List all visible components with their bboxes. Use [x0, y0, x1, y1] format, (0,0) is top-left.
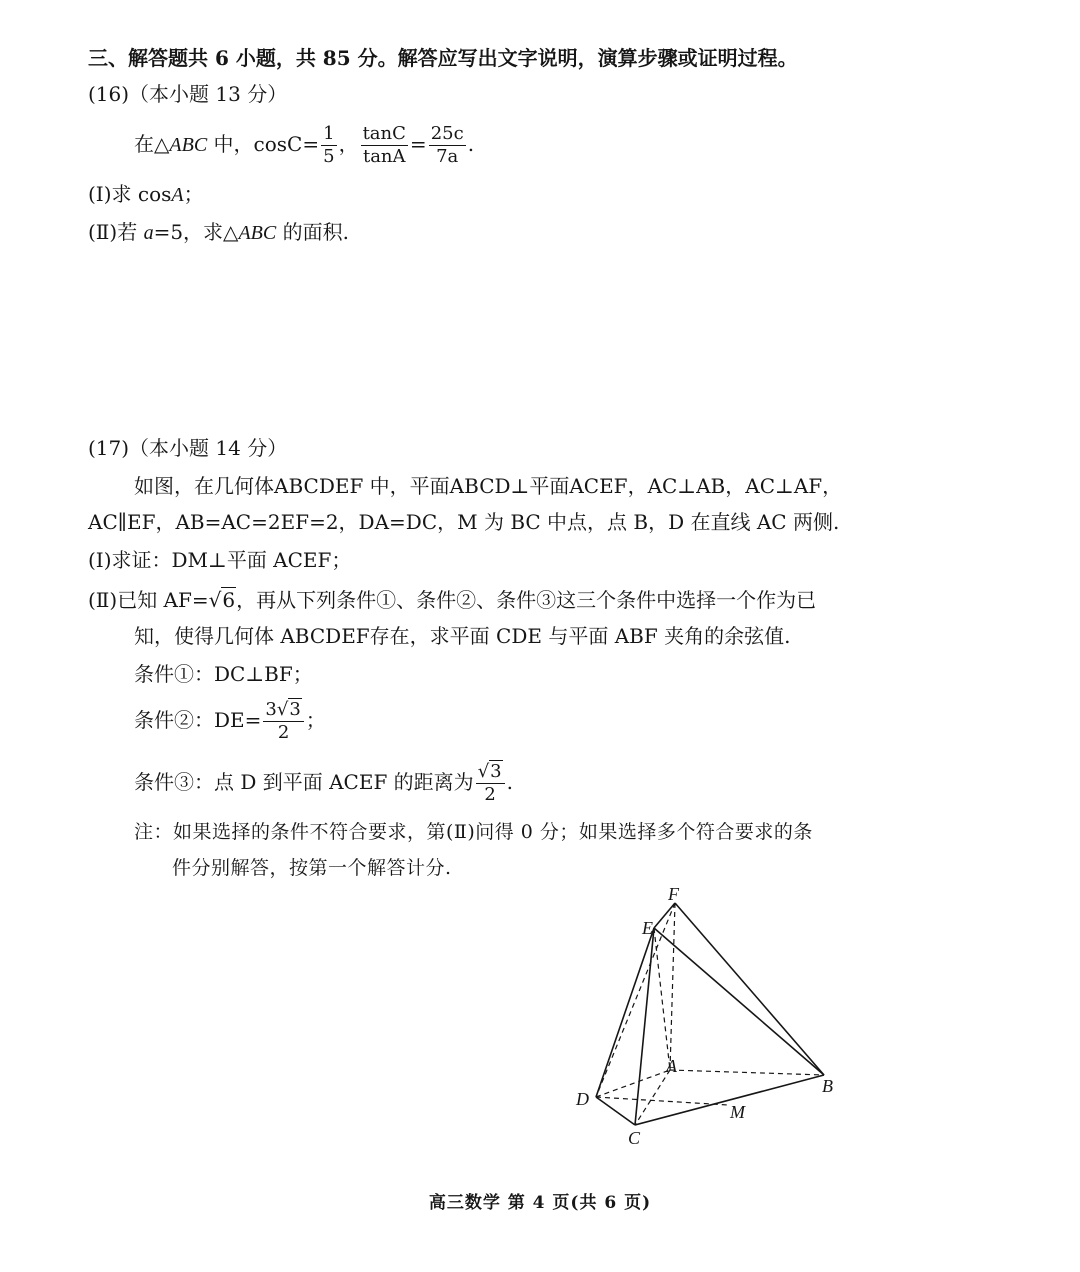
q17-line1: 如图，在几何体ABCDEF 中，平面ABCD⊥平面ACEF，AC⊥AB，AC⊥AF， — [134, 474, 843, 498]
label-C: C — [628, 1128, 641, 1148]
q16-frac-ratio: $\frac{25c}{7a}$ — [430, 123, 464, 167]
q16-stem-eq: = — [302, 132, 320, 156]
geometry-figure — [560, 880, 860, 1160]
q16-part2: (Ⅱ)若 a=5，求△ABC 的面积. — [88, 220, 349, 244]
q16-stem-prefix: 在△ — [134, 132, 170, 156]
label-M: M — [730, 1102, 745, 1122]
q16-frac-cos: $\frac{1}{5}$ — [323, 123, 335, 167]
q16-comma: ， — [338, 132, 359, 156]
label-A: A — [666, 1056, 677, 1076]
q16-part2-var: a — [143, 222, 154, 244]
q17-header: (17)（本小题 14 分） — [88, 436, 288, 460]
q17-line2: AC∥EF，AB=AC=2EF=2，DA=DC，M 为 BC 中点，点 B，D 在直线 AC 两侧. — [88, 510, 840, 534]
q16-part1-var: A — [171, 184, 184, 206]
edge-FB — [675, 903, 824, 1075]
q17-part2: (Ⅱ)已知 AF=√6，再从下列条件①、条件②、条件③这三个条件中选择一个作为已 — [88, 588, 817, 612]
page-footer: 高三数学 第 4 页(共 6 页) — [428, 1193, 652, 1213]
q16-part1: (Ⅰ)求 cosA； — [88, 182, 204, 206]
q17-cond3-frac: $\frac{√3}{2}$ — [476, 761, 505, 806]
q16-part1-label: (Ⅰ) — [88, 182, 112, 206]
figure-hidden-edges — [596, 903, 824, 1125]
q16-header: (16)（本小题 13 分） — [88, 82, 288, 106]
edge-FD — [596, 903, 675, 1097]
q17-cond2: 条件②：DE= $\frac{3√3}{2}$ ； — [134, 699, 326, 743]
q16-period: . — [467, 132, 475, 156]
section-heading: 三、解答题共 6 小题，共 85 分。解答应写出文字说明，演算步骤或证明过程。 — [88, 46, 798, 70]
q16-part2-label: (Ⅱ) — [88, 220, 118, 244]
q16-part1-text: 求 cos — [111, 182, 172, 206]
q16-stem-mid: 中，cos — [207, 132, 288, 156]
q17-cond3: 条件③：点 D 到平面 ACEF 的距离为 $\frac{√3}{2}$ . — [134, 761, 513, 805]
edge-EA — [654, 928, 670, 1070]
label-F: F — [668, 884, 679, 904]
q17-sqrt6: √6 — [208, 588, 236, 612]
q17-cond2-frac: $\frac{3√3}{2}$ — [263, 699, 303, 744]
edge-DA — [596, 1070, 670, 1097]
label-D: D — [576, 1089, 589, 1109]
edge-FA — [670, 903, 675, 1070]
q17-part1: (Ⅰ)求证：DM⊥平面 ACEF； — [88, 548, 352, 572]
q16-part2-triangle: ABC — [238, 222, 277, 244]
edge-DC — [596, 1097, 635, 1125]
label-E: E — [642, 918, 653, 938]
q17-part2-line2: 知，使得几何体 ABCDEF存在，求平面 CDE 与平面 ABF 夹角的余弦值. — [134, 624, 791, 648]
q17-note-line1: 注：如果选择的条件不符合要求，第(Ⅱ)问得 0 分；如果选择多个符合要求的条 — [134, 821, 813, 843]
edge-EB — [654, 928, 824, 1075]
label-B: B — [822, 1076, 833, 1096]
q16-frac-tan: $\frac{\tan C}{\tan A}$ — [362, 123, 406, 167]
edge-DM — [596, 1097, 728, 1105]
edge-AB — [670, 1070, 824, 1075]
edge-FE — [654, 903, 675, 928]
q17-cond1: 条件①：DC⊥BF； — [134, 662, 313, 686]
q16-stem: 在△ABC 中，cosC= $\frac{1}{5}$ ， $\frac{\tan C}{\tan A}$ = $\frac{25c}{7a}$ . — [134, 123, 475, 167]
q17-note-line2: 件分别解答，按第一个解答计分. — [172, 857, 452, 879]
q16-stem-c: C — [287, 132, 303, 156]
q16-stem-triangle: ABC — [169, 134, 208, 156]
